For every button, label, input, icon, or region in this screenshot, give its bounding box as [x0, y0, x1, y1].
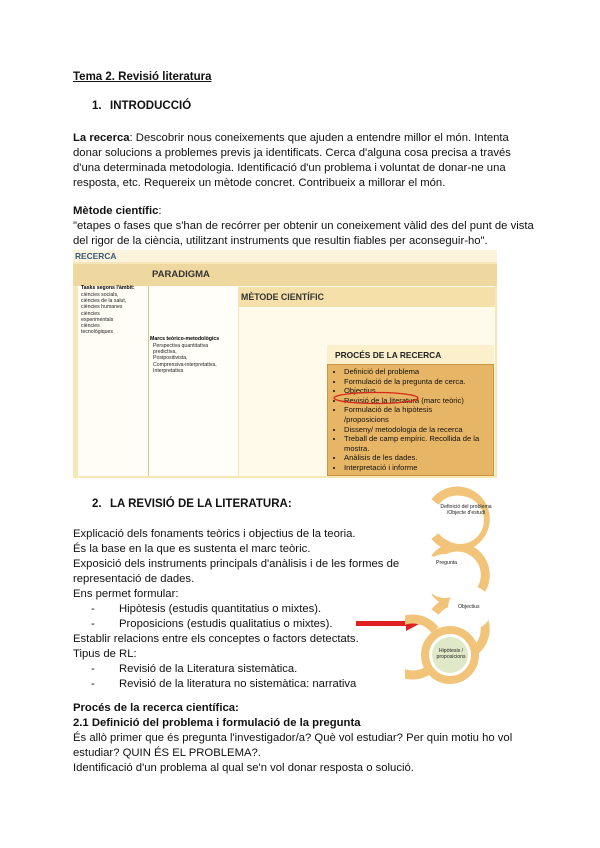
formular-item: - Hipòtesis (estudis quantitatius o mixtes). [91, 603, 322, 615]
middle-column-items [153, 343, 238, 374]
recerca-diagram [73, 250, 497, 478]
proces-item: • Disseny/ metodologia de la recerca [344, 425, 493, 435]
formular-item: - Proposicions (estudis qualitatius o mixtes). [91, 618, 333, 630]
tipus-item: - Revisió de la Literatura sistemàtica. [91, 663, 298, 675]
recerca-line-3: d'una determinada metodologia. Identificació d'un problema i voluntat de donar-ne una [73, 162, 506, 174]
highlight-ellipse [331, 390, 421, 406]
proces-item: • Interpretació i informe [344, 463, 493, 473]
recerca-line-1: : Descobrir nous coneixements que ajuden a entendre millor el món. Intenta [129, 132, 509, 144]
paradigma-label: PARADIGMA [152, 269, 210, 280]
proces-item: • Formulació de la hipòtesis [344, 405, 493, 415]
section-2-title: LA REVISIÓ DE LA LITERATURA: [110, 498, 292, 510]
recerca-label: RECERCA [75, 251, 117, 261]
recerca-line-4: resposta, etc. Requereix un mètode concret. Contribueix a millorar el món. [73, 177, 446, 189]
proces-list [334, 367, 493, 473]
metode-paragraph [73, 204, 534, 249]
proces-item: • Objectius [344, 386, 493, 396]
s2-line: Explicació dels fonaments teòrics i objectius de la teoria. [73, 528, 356, 540]
s3-line: estudiar? QUIN ÉS EL PROBLEMA?. [73, 747, 261, 759]
section-3-heading: Procés de la recerca científica: [73, 702, 239, 714]
metode-line-2: del rigor de la ciència, utilitzant instruments que resultin fiables per aconseguir-ho". [73, 235, 488, 247]
section-2-heading [92, 498, 292, 510]
s2-line: Exposició dels instruments principals d'anàlisis i de les formes de [73, 558, 400, 570]
cycle-item-4: Hipòtesis / proposicions [436, 648, 466, 661]
s2-line: representació de dades. [73, 573, 195, 585]
middle-column [148, 286, 238, 476]
proces-item-cont: mostra. [344, 443, 370, 453]
metode-colon: : [158, 205, 162, 217]
section-3-subheading: 2.1 Definició del problema i formulació de la pregunta [73, 717, 361, 729]
middle-item: Perspectiva quantitativa [153, 343, 209, 349]
left-column-title: Tasks segons l'àmbit: [81, 285, 135, 291]
tipus-line: Tipus de RL: [73, 648, 137, 660]
proces-item: • Definició del problema [344, 367, 493, 377]
recerca-label: La recerca [73, 132, 130, 144]
relacions-line: Establir relacions entre els conceptes o factors detectats. [73, 633, 359, 645]
left-column-items [81, 292, 149, 335]
s2-line: És la base en la que es sustenta el marc teòric. [73, 543, 311, 555]
recerca-line-2: donar solucions a problemes previs ja identificats. Cerca d'alguna cosa precisa a través [73, 147, 511, 159]
s3-line: És allò primer que és pregunta l'investigador/a? Què vol estudiar? Per quin motiu ho vol [73, 732, 513, 744]
left-item: tecnològiques [81, 329, 114, 336]
recerca-paragraph [73, 131, 511, 191]
middle-item: Interpretativa [153, 367, 184, 374]
proces-item: • Formulació de la pregunta de cerca. [344, 377, 493, 387]
metode-line-1: "etapes o fases que s'han de recórrer per obtenir un coneixement vàlid des del punt de vista [73, 220, 534, 232]
proces-item: • Treball de camp empíric. Recollida de la [344, 434, 493, 444]
s2-line: Ens permet formular: [73, 588, 179, 600]
tipus-item: - Revisió de la literatura no sistemàtica: narrativa [91, 678, 357, 690]
page-title: Tema 2. Revisió literatura [73, 71, 212, 83]
s3-line: Identificació d'un problema al qual se'n vol donar resposta o solució. [73, 762, 414, 774]
cycle-item-2: Pregunta [436, 560, 458, 566]
proces-item: • Anàlisis de les dades. [344, 453, 493, 463]
left-item: experimentals [81, 316, 114, 323]
paradigma-header-bg [73, 264, 497, 286]
section-3 [73, 701, 512, 776]
middle-item: Postpositivista, [153, 355, 188, 362]
section-1-heading [92, 100, 191, 112]
left-item: ciències [81, 310, 100, 317]
proces-list-box [327, 364, 494, 476]
section-2-body [73, 527, 399, 692]
section-1-title: INTRODUCCIÓ [110, 100, 192, 112]
cycle-item-3: Objectius [458, 604, 480, 610]
metode-label: MÈTODE CIENTÍFIC [241, 292, 324, 302]
proces-label: PROCÉS DE LA RECERCA [335, 350, 442, 360]
left-item: ciències humanes [81, 304, 123, 311]
left-item: ciències socials, [81, 292, 119, 298]
middle-item: predictiva, [153, 349, 177, 356]
section-2-number: 2. [92, 498, 102, 510]
metode-label: Mètode científic [73, 205, 159, 217]
left-item: ciències de la salut, [81, 298, 127, 305]
proces-item-cont: /proposicions [344, 414, 389, 424]
middle-item: Comprensiva-interpretativa, [153, 361, 217, 368]
left-item: ciències [81, 323, 100, 330]
proces-item: • Revisió de la literatura (marc teòric) [344, 396, 493, 406]
cycle-item-1: Definició del problema /Objecte d'estudi [440, 504, 492, 517]
section-1-number: 1. [92, 100, 102, 112]
middle-column-title: Marcs teòrico-metodològics [150, 336, 220, 342]
